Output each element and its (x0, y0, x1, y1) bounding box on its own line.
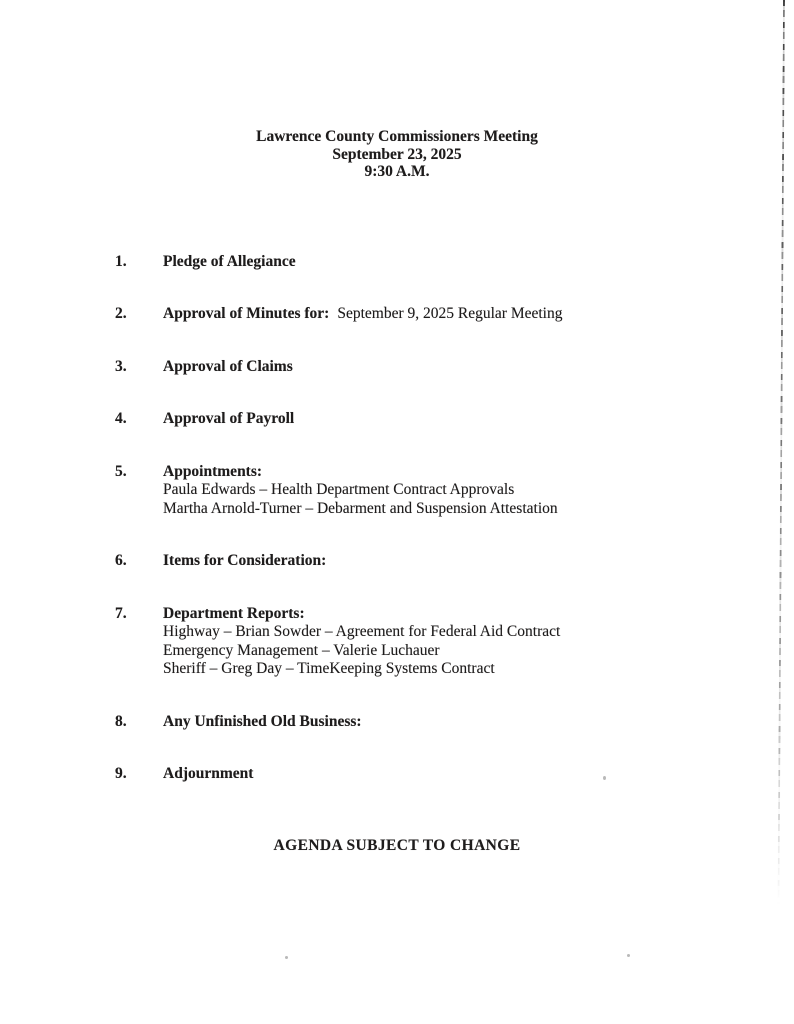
agenda-item-number: 8. (115, 712, 127, 730)
agenda-item (115, 305, 754, 324)
agenda-item-number: 4. (115, 410, 127, 427)
agenda-item-line (163, 605, 754, 624)
agenda-item (115, 253, 754, 272)
agenda-item-body (163, 358, 754, 377)
agenda-item-title: Appointments: (163, 462, 263, 480)
agenda-item-number: 6. (115, 552, 127, 569)
agenda-item-title: Approval of Minutes for: (163, 305, 330, 322)
agenda-item-line (163, 305, 754, 324)
agenda-item-title: Pledge of Allegiance (163, 252, 296, 270)
agenda-item-body (163, 463, 754, 519)
agenda-item-body (163, 305, 754, 324)
document-title: Lawrence County Commissioners Meeting (256, 128, 538, 145)
scan-speck-artifact (285, 956, 288, 959)
agenda-item-body (163, 552, 754, 571)
agenda-footer-note: AGENDA SUBJECT TO CHANGE (273, 836, 521, 854)
agenda-item-sublines (163, 623, 754, 679)
agenda-item-body (163, 605, 754, 679)
scan-speck-artifact (627, 954, 630, 957)
document-date: September 23, 2025 (332, 145, 462, 163)
agenda-item-body (163, 253, 754, 272)
agenda-item (115, 713, 754, 732)
agenda-item-subline: Emergency Management – Valerie Luchauer (163, 641, 440, 659)
agenda-item-line (163, 410, 754, 429)
document-time: 9:30 A.M. (364, 163, 430, 180)
document-header (17, 0, 777, 181)
agenda-item-title: Adjournment (163, 765, 254, 782)
agenda-item-line (163, 713, 754, 732)
agenda-item-body (163, 713, 754, 732)
agenda-item-line (163, 358, 754, 377)
agenda-item-number: 2. (115, 305, 127, 322)
agenda-item (115, 765, 754, 784)
agenda-item (115, 605, 754, 679)
agenda-item-sublines (163, 481, 754, 518)
agenda-item-number: 3. (115, 357, 127, 375)
agenda-item-line (163, 253, 754, 272)
agenda-list (0, 253, 794, 784)
agenda-item-title: Approval of Payroll (163, 410, 295, 427)
agenda-item-title: Items for Consideration: (163, 552, 327, 569)
agenda-item-subline: Sheriff – Greg Day – TimeKeeping Systems Contract (163, 660, 495, 677)
agenda-item-body (163, 410, 754, 429)
agenda-item-detail: September 9, 2025 Regular Meeting (337, 305, 563, 322)
agenda-item-subline: Martha Arnold-Turner – Debarment and Suspension Attestation (163, 499, 558, 517)
agenda-item-title: Approval of Claims (163, 357, 293, 375)
agenda-item-subline: Paula Edwards – Health Department Contract Approvals (163, 481, 515, 498)
agenda-item (115, 358, 754, 377)
agenda-item-line (163, 552, 754, 571)
scan-speck-artifact (603, 776, 606, 780)
agenda-item-title: Any Unfinished Old Business: (163, 712, 362, 730)
agenda-item-number: 7. (115, 604, 127, 622)
agenda-item-line (163, 765, 754, 784)
agenda-item-line (163, 463, 754, 482)
agenda-item-subline: Highway – Brian Sowder – Agreement for Federal Aid Contract (163, 623, 561, 640)
agenda-item (115, 410, 754, 429)
agenda-item (115, 552, 754, 571)
agenda-item-number: 9. (115, 765, 127, 782)
agenda-item-body (163, 765, 754, 784)
agenda-item (115, 463, 754, 519)
agenda-item-number: 5. (115, 462, 127, 480)
agenda-item-title: Department Reports: (163, 604, 305, 622)
agenda-item-number: 1. (115, 252, 127, 270)
